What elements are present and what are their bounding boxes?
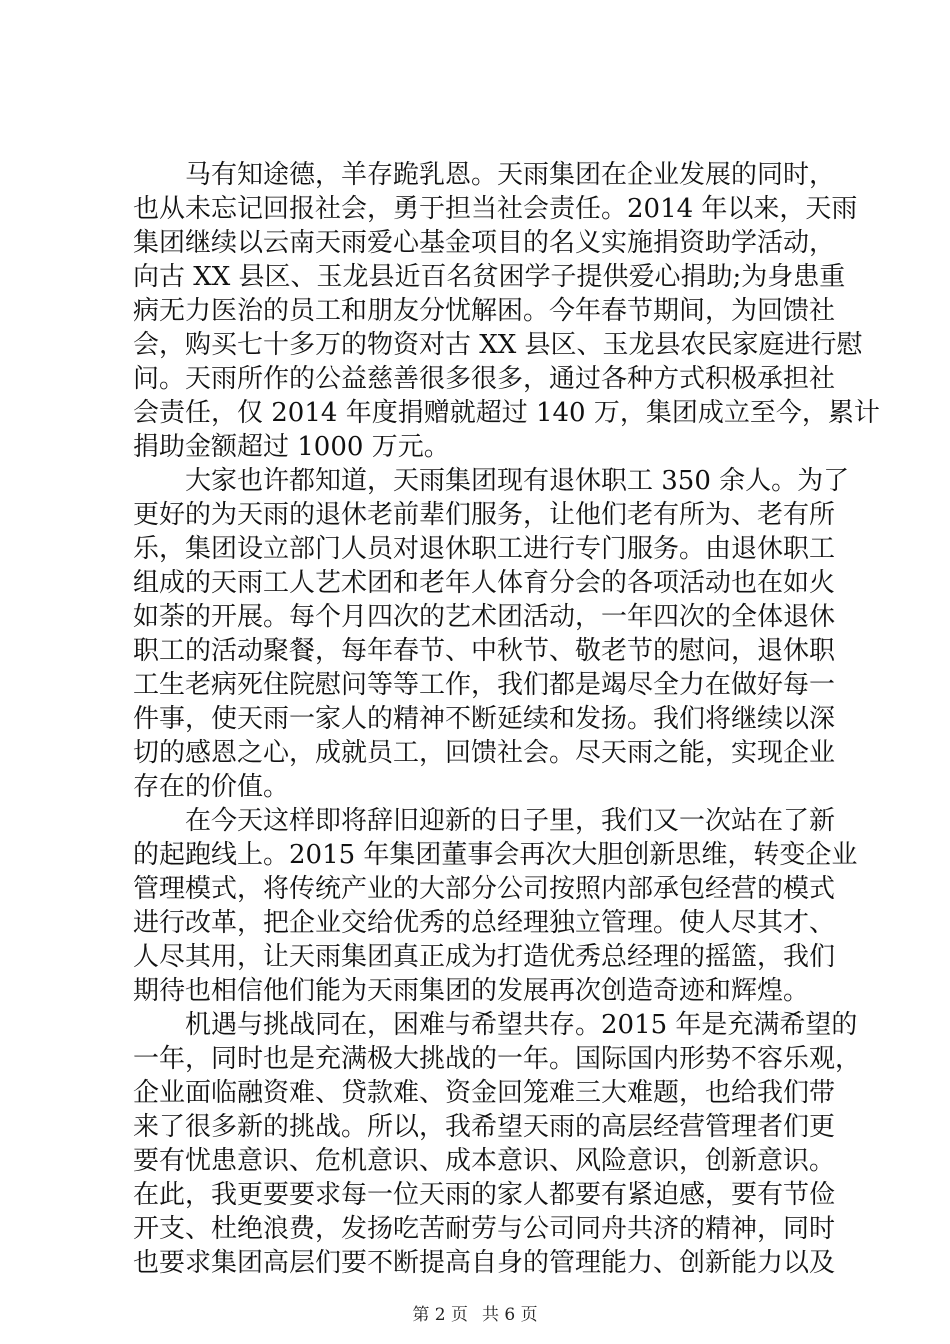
text-line: 集团继续以云南天雨爱心基金项目的名义实施捐资助学活动， (133, 228, 836, 258)
paragraph (133, 1008, 862, 1280)
text-line: 职工的活动聚餐，每年春节、中秋节、敬老节的慰问，退休职 (133, 636, 836, 666)
text-line: 管理模式，将传统产业的大部分公司按照内部承包经营的模式 (133, 874, 836, 904)
page-total: 共 6 页 (482, 1305, 538, 1325)
text-line: 也从未忘记回报社会，勇于担当社会责任。2014 年以来，天雨 (133, 194, 858, 224)
text-line: 开支、杜绝浪费，发扬吃苦耐劳与公司同舟共济的精神，同时 (133, 1214, 836, 1244)
text-line: 捐助金额超过 1000 万元。 (133, 432, 450, 462)
page-footer (0, 1300, 950, 1325)
text-line: 要有忧患意识、危机意识、成本意识、风险意识，创新意识。 (133, 1146, 836, 1176)
text-line: 期待也相信他们能为天雨集团的发展再次创造奇迹和辉煌。 (133, 976, 810, 1006)
text-line: 存在的价值。 (133, 772, 290, 802)
text-line: 也要求集团高层们要不断提高自身的管理能力、创新能力以及 (133, 1248, 836, 1278)
text-line: 问。天雨所作的公益慈善很多很多，通过各种方式积极承担社 (133, 364, 836, 394)
text-line: 组成的天雨工人艺术团和老年人体育分会的各项活动也在如火 (133, 568, 836, 598)
text-line: 人尽其用，让天雨集团真正成为打造优秀总经理的摇篮，我们 (133, 942, 836, 972)
text-line: 大家也许都知道，天雨集团现有退休职工 350 余人。为了 (185, 466, 850, 496)
text-line: 来了很多新的挑战。所以，我希望天雨的高层经营管理者们更 (133, 1112, 836, 1142)
text-line: 进行改革，把企业交给优秀的总经理独立管理。使人尽其才、 (133, 908, 836, 938)
paragraph (133, 804, 858, 1008)
paragraph (133, 464, 850, 804)
text-line: 马有知途德，羊存跪乳恩。天雨集团在企业发展的同时， (185, 160, 836, 190)
text-line: 更好的为天雨的退休老前辈们服务，让他们老有所为、老有所 (133, 500, 836, 530)
text-line: 工生老病死住院慰问等等工作，我们都是竭尽全力在做好每一 (133, 670, 836, 700)
text-line: 向古 XX 县区、玉龙县近百名贫困学子提供爱心捐助;为身患重 (133, 262, 846, 292)
text-line: 病无力医治的员工和朋友分忧解困。今年春节期间，为回馈社 (133, 296, 836, 326)
text-line: 会，购买七十多万的物资对古 XX 县区、玉龙县农民家庭进行慰 (133, 330, 863, 360)
text-line: 在此，我更要要求每一位天雨的家人都要有紧迫感，要有节俭 (133, 1180, 836, 1210)
text-line: 一年，同时也是充满极大挑战的一年。国际国内形势不容乐观， (133, 1044, 862, 1074)
text-line: 的起跑线上。2015 年集团董事会再次大胆创新思维，转变企业 (133, 840, 858, 870)
text-line: 机遇与挑战同在，困难与希望共存。2015 年是充满希望的 (185, 1010, 858, 1040)
text-line: 件事，使天雨一家人的精神不断延续和发扬。我们将继续以深 (133, 704, 836, 734)
text-line: 如荼的开展。每个月四次的艺术团活动，一年四次的全体退休 (133, 602, 836, 632)
paragraph (133, 158, 880, 464)
page-number: 第 2 页 (412, 1305, 468, 1325)
text-line: 乐，集团设立部门人员对退休职工进行专门服务。由退休职工 (133, 534, 836, 564)
text-line: 会责任，仅 2014 年度捐赠就超过 140 万，集团成立至今，累计 (133, 398, 880, 428)
text-line: 在今天这样即将辞旧迎新的日子里，我们又一次站在了新 (185, 806, 836, 836)
text-line: 企业面临融资难、贷款难、资金回笼难三大难题，也给我们带 (133, 1078, 836, 1108)
body-text (133, 158, 880, 1280)
text-line: 切的感恩之心，成就员工，回馈社会。尽天雨之能，实现企业 (133, 738, 836, 768)
